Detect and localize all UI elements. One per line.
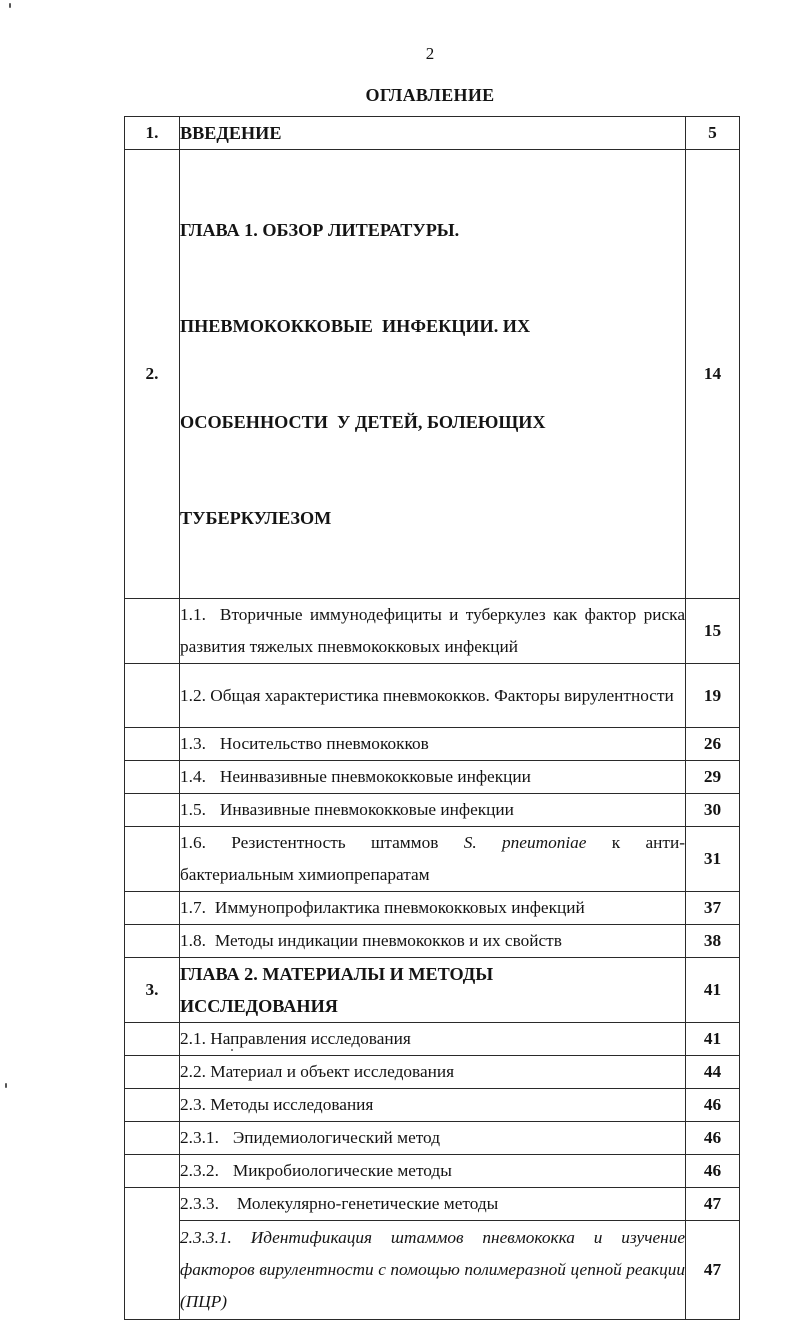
toc-row bbox=[125, 117, 740, 150]
toc-entry-text: Общая характеристика пневмококков. Факторы вирулентности bbox=[210, 685, 674, 705]
table-of-contents bbox=[124, 116, 740, 1320]
toc-entry-line: ТУБЕРКУЛЕЗОМ bbox=[180, 508, 332, 528]
toc-row bbox=[125, 1056, 740, 1089]
toc-row bbox=[125, 150, 740, 599]
toc-row bbox=[125, 1221, 740, 1320]
toc-entry-chapter-2[interactable] bbox=[180, 958, 686, 1023]
toc-entry-line bbox=[180, 827, 685, 859]
scan-speck bbox=[231, 1049, 233, 1051]
toc-entry-label: 1.6. bbox=[180, 833, 206, 852]
toc-row-number-empty bbox=[125, 761, 180, 794]
toc-entry-2-3-3-1[interactable] bbox=[180, 1221, 686, 1320]
toc-entry-label: 1.7. bbox=[180, 898, 206, 917]
toc-page-number: 47 bbox=[686, 1221, 740, 1320]
toc-row-number-empty bbox=[125, 925, 180, 958]
toc-row-number-empty bbox=[125, 1188, 180, 1320]
toc-row bbox=[125, 794, 740, 827]
toc-entry-label: 2.3. bbox=[180, 1095, 206, 1114]
toc-row-number: 3. bbox=[125, 958, 180, 1023]
toc-entry-text: Резистентность штаммов bbox=[231, 833, 439, 852]
toc-row-number-empty bbox=[125, 599, 180, 664]
toc-row bbox=[125, 892, 740, 925]
toc-entry-2-3-3[interactable] bbox=[180, 1188, 686, 1221]
toc-entry-text: Материал и объект исследования bbox=[210, 1062, 455, 1081]
toc-entry-2-3[interactable] bbox=[180, 1089, 686, 1122]
toc-entry-text: Методы исследования bbox=[210, 1095, 374, 1114]
page-title: ОГЛАВЛЕНИЕ bbox=[365, 85, 495, 105]
toc-row-number-empty bbox=[125, 794, 180, 827]
toc-entry-1-7[interactable] bbox=[180, 892, 686, 925]
toc-entry-introduction[interactable]: ВВЕДЕНИЕ bbox=[180, 117, 686, 150]
toc-row bbox=[125, 761, 740, 794]
scan-speck bbox=[9, 3, 11, 8]
toc-row-number-empty bbox=[125, 1122, 180, 1155]
toc-row bbox=[125, 827, 740, 892]
toc-row bbox=[125, 728, 740, 761]
toc-row-number-empty bbox=[125, 1056, 180, 1089]
toc-page-number: 37 bbox=[686, 892, 740, 925]
toc-entry-label: 1.3. bbox=[180, 734, 206, 753]
toc-entry-text: Неинвазивные пневмококковые инфекции bbox=[219, 767, 531, 786]
toc-entry-1-4[interactable] bbox=[180, 761, 686, 794]
toc-row bbox=[125, 1089, 740, 1122]
toc-entry-text: Молекулярно-генетические методы bbox=[236, 1194, 499, 1213]
toc-entry-2-2[interactable] bbox=[180, 1056, 686, 1089]
toc-entry-label: 1.8. bbox=[180, 931, 206, 950]
toc-entry-chapter-1[interactable] bbox=[180, 150, 686, 599]
toc-row-number-empty bbox=[125, 827, 180, 892]
toc-entry-1-1[interactable] bbox=[180, 599, 686, 664]
toc-entry-line: ГЛАВА 1. ОБЗОР ЛИТЕРАТУРЫ. bbox=[180, 220, 460, 240]
toc-row-number-empty bbox=[125, 892, 180, 925]
toc-entry-line: ОСОБЕННОСТИ У ДЕТЕЙ, БОЛЕЮЩИХ bbox=[180, 412, 546, 432]
toc-page-number: 5 bbox=[686, 117, 740, 150]
page-number: 2 bbox=[425, 44, 435, 63]
toc-page-number: 46 bbox=[686, 1155, 740, 1188]
toc-entry-label: 2.3.1. bbox=[180, 1128, 219, 1147]
toc-entry-text: Носительство пневмококков bbox=[219, 734, 429, 753]
toc-entry-2-3-1[interactable] bbox=[180, 1122, 686, 1155]
toc-entry-label: 2.1. bbox=[180, 1029, 206, 1048]
toc-entry-text: Микробиологические методы bbox=[232, 1161, 452, 1180]
toc-page-number: 46 bbox=[686, 1089, 740, 1122]
toc-entry-1-8[interactable] bbox=[180, 925, 686, 958]
species-name: S. pneumoniae bbox=[463, 833, 587, 852]
toc-page-number: 44 bbox=[686, 1056, 740, 1089]
toc-row bbox=[125, 599, 740, 664]
toc-entry-1-6[interactable] bbox=[180, 827, 686, 892]
toc-entry-line: ИССЛЕДОВАНИЯ bbox=[180, 996, 338, 1016]
toc-row bbox=[125, 1188, 740, 1221]
toc-entry-text: Вторичные иммунодефициты и туберкулез как фактор риска развития тяжелых пневмококковых инфекций bbox=[180, 605, 685, 656]
toc-entry-line: бактериальным химиопрепаратам bbox=[180, 865, 430, 884]
toc-entry-text: Методы индикации пневмококков и их свойств bbox=[214, 931, 562, 950]
toc-entry-text: Инвазивные пневмококковые инфекции bbox=[219, 800, 514, 819]
toc-page-number: 31 bbox=[686, 827, 740, 892]
toc-page-number: 46 bbox=[686, 1122, 740, 1155]
toc-entry-label: 1.1. bbox=[180, 605, 206, 624]
scan-speck bbox=[5, 1083, 7, 1088]
toc-entry-text: Иммунопрофилактика пневмококковых инфекций bbox=[214, 898, 585, 917]
toc-page-number: 41 bbox=[686, 958, 740, 1023]
toc-entry-label: 2.3.3. bbox=[180, 1194, 219, 1213]
toc-page-number: 19 bbox=[686, 664, 740, 728]
toc-row-number-empty bbox=[125, 1155, 180, 1188]
toc-entry-text: Направления исследования bbox=[210, 1029, 411, 1048]
toc-page-number: 30 bbox=[686, 794, 740, 827]
toc-entry-line: ГЛАВА 2. МАТЕРИАЛЫ И МЕТОДЫ bbox=[180, 964, 494, 984]
toc-row-number-empty bbox=[125, 664, 180, 728]
toc-row bbox=[125, 1023, 740, 1056]
toc-entry-2-1[interactable] bbox=[180, 1023, 686, 1056]
toc-entry-label: 1.4. bbox=[180, 767, 206, 786]
toc-row bbox=[125, 958, 740, 1023]
toc-entry-2-3-2[interactable] bbox=[180, 1155, 686, 1188]
toc-entry-text: Эпидемиологический метод bbox=[232, 1128, 440, 1147]
toc-page-number: 41 bbox=[686, 1023, 740, 1056]
toc-entry-label: 1.5. bbox=[180, 800, 206, 819]
toc-entry-label: 2.3.2. bbox=[180, 1161, 219, 1180]
toc-row bbox=[125, 664, 740, 728]
toc-page-number: 38 bbox=[686, 925, 740, 958]
toc-entry-1-3[interactable] bbox=[180, 728, 686, 761]
toc-row-number-empty bbox=[125, 1089, 180, 1122]
toc-entry-line: ПНЕВМОКОККОВЫЕ ИНФЕКЦИИ. ИХ bbox=[180, 316, 531, 336]
toc-row bbox=[125, 1122, 740, 1155]
toc-entry-label: 1.2. bbox=[180, 685, 206, 705]
toc-row bbox=[125, 1155, 740, 1188]
toc-page-number: 29 bbox=[686, 761, 740, 794]
toc-entry-text: к анти- bbox=[611, 833, 685, 852]
toc-page-number: 26 bbox=[686, 728, 740, 761]
toc-entry-1-2[interactable] bbox=[180, 664, 686, 728]
toc-row-number: 1. bbox=[125, 117, 180, 150]
toc-row-number-empty bbox=[125, 728, 180, 761]
toc-page-number: 47 bbox=[686, 1188, 740, 1221]
toc-entry-1-5[interactable] bbox=[180, 794, 686, 827]
toc-row bbox=[125, 925, 740, 958]
toc-entry-text: Идентификация штаммов пневмококка и изучение факторов вирулентности с помощью полимеразной цепной реакции (ПЦР) bbox=[180, 1228, 686, 1311]
toc-page-number: 14 bbox=[686, 150, 740, 599]
toc-row-number-empty bbox=[125, 1023, 180, 1056]
toc-entry-label: 2.2. bbox=[180, 1062, 206, 1081]
toc-row-number: 2. bbox=[125, 150, 180, 599]
toc-page-number: 15 bbox=[686, 599, 740, 664]
toc-entry-label: 2.3.3.1. bbox=[180, 1228, 232, 1247]
